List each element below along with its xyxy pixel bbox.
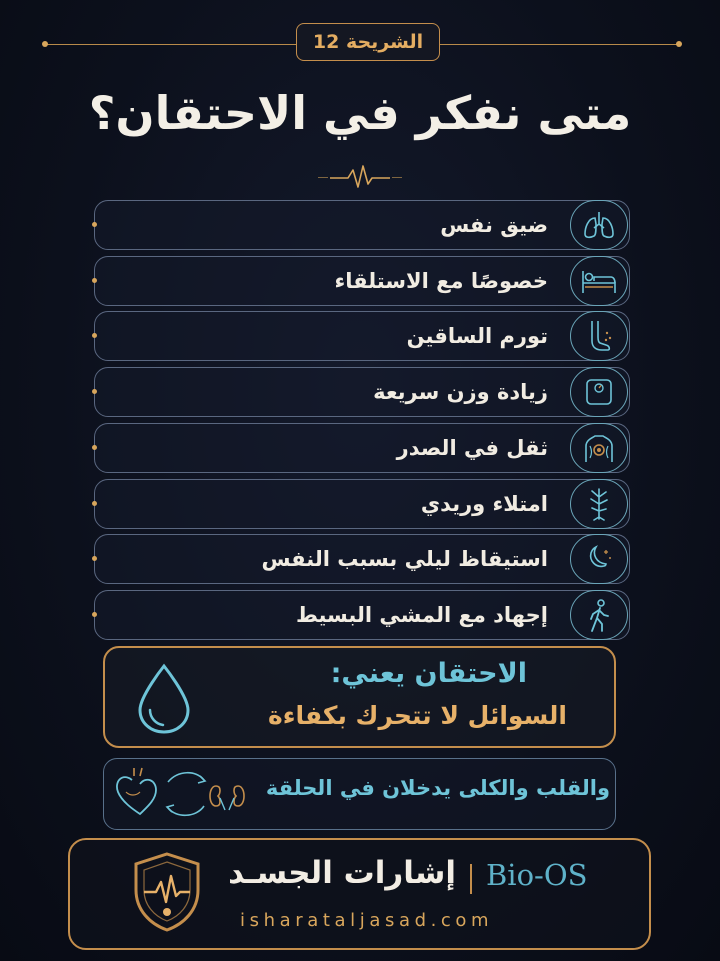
swollen-leg-icon xyxy=(570,311,628,361)
symptom-label: خصوصًا مع الاستلقاء xyxy=(334,268,548,293)
brand-name-english: Bio-OS xyxy=(486,858,588,892)
divider-dot-right xyxy=(676,41,682,47)
symptom-row xyxy=(94,423,630,473)
symptom-label: ثقل في الصدر xyxy=(396,435,548,460)
symptom-bullet-dot xyxy=(92,445,97,450)
symptom-bullet-dot xyxy=(92,501,97,506)
symptom-label: استيقاظ ليلي بسبب النفس xyxy=(261,547,548,572)
moon-stars-icon xyxy=(570,534,628,584)
symptom-label: تورم الساقين xyxy=(406,324,548,349)
symptom-bullet-dot xyxy=(92,612,97,617)
congestion-meaning-text: السوائل لا تتحرك بكفاءة xyxy=(268,701,567,730)
weight-scale-icon xyxy=(570,367,628,417)
lungs-icon xyxy=(570,200,628,250)
page-title: متى نفكر في الاحتقان؟ xyxy=(88,86,632,140)
symptom-label: امتلاء وريدي xyxy=(420,491,548,516)
heartbeat-pulse-icon xyxy=(330,163,390,193)
symptom-label: ضيق نفس xyxy=(440,213,548,237)
brand-separator xyxy=(470,864,472,894)
title-divider-left xyxy=(318,177,328,178)
symptom-bullet-dot xyxy=(92,222,97,227)
symptom-label: إجهاد مع المشي البسيط xyxy=(296,602,548,627)
symptom-label: زيادة وزن سريعة xyxy=(373,380,548,405)
congestion-meaning-heading: الاحتقان يعني: xyxy=(330,658,527,689)
symptom-bullet-dot xyxy=(92,278,97,283)
title-divider-right xyxy=(392,177,402,178)
walking-person-icon xyxy=(570,590,628,640)
water-drop-icon xyxy=(132,662,196,734)
divider-dot-left xyxy=(42,41,48,47)
slide-number-badge: الشريحة 12 xyxy=(296,23,440,61)
symptom-row xyxy=(94,479,630,529)
person-lying-in-bed-icon xyxy=(570,256,628,306)
symptom-row xyxy=(94,200,630,250)
chest-heaviness-icon xyxy=(570,423,628,473)
brand-name-arabic: إشارات الجسـد xyxy=(228,855,456,891)
heart-kidney-cycle-icon xyxy=(112,764,252,824)
heart-kidney-loop-text: والقلب والكلى يدخلان في الحلقة xyxy=(265,776,610,800)
symptom-row xyxy=(94,367,630,417)
symptom-row xyxy=(94,311,630,361)
brand-website: isharataljasad.com xyxy=(240,910,494,931)
shield-heartbeat-icon xyxy=(130,850,204,934)
veins-icon xyxy=(570,479,628,529)
